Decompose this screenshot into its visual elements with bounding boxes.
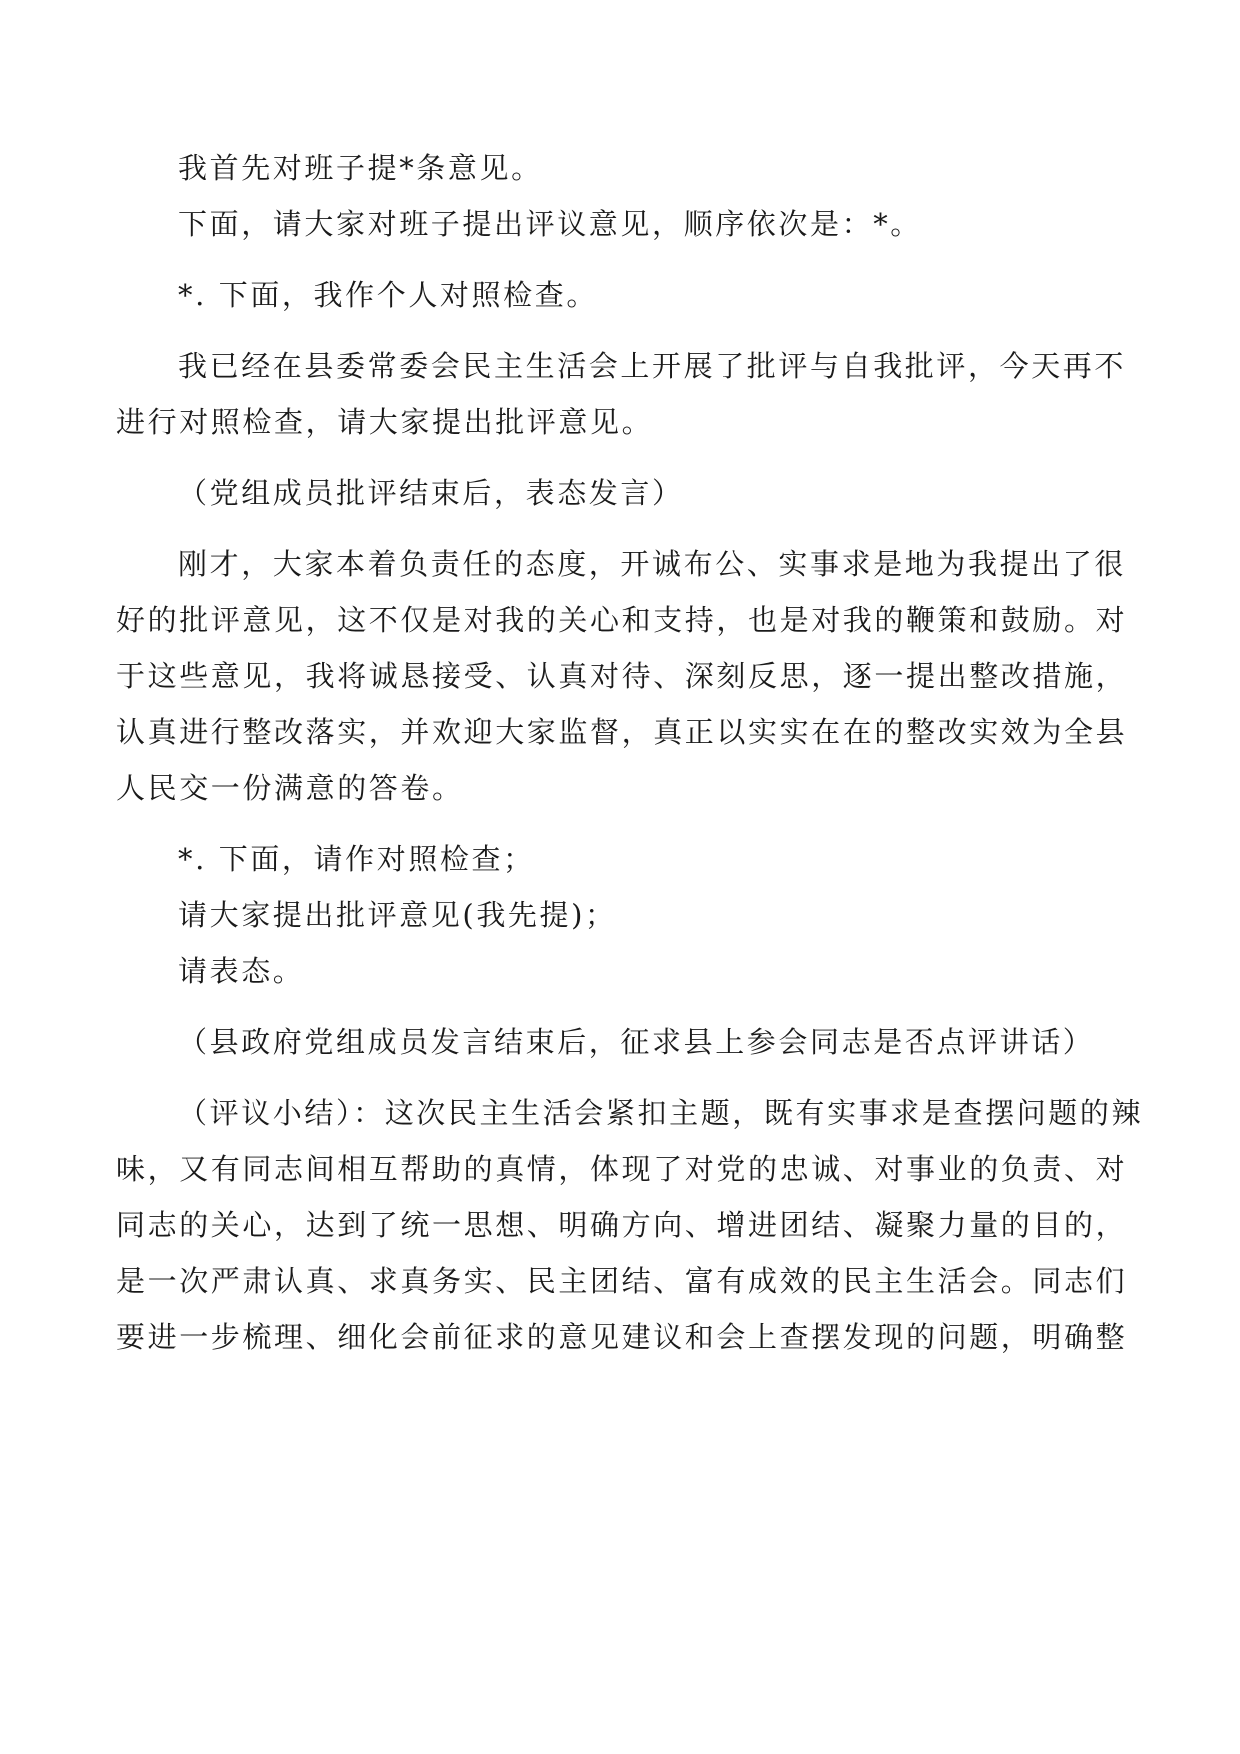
text-line-18: 同志的关心，达到了统一思想、明确方向、增进团结、凝聚力量的目的， (116, 1208, 1128, 1242)
text-line-16: （评议小结）：这次民主生活会紧扣主题，既有实事求是查摆问题的辣 (178, 1096, 1144, 1130)
text-line-13: 请大家提出批评意见(我先提)； (178, 898, 617, 932)
text-line-15: （县政府党组成员发言结束后，征求县上参会同志是否点评讲话） (178, 1025, 1095, 1059)
text-line-17: 味，又有同志间相互帮助的真情，体现了对党的忠诚、对事业的负责、对 (116, 1152, 1128, 1186)
text-line-4: 我已经在县委常委会民主生活会上开展了批评与自我批评，今天再不 (178, 349, 1127, 383)
text-line-12: *. 下面，请作对照检查； (178, 842, 535, 876)
text-line-3: *. 下面，我作个人对照检查。 (178, 278, 598, 312)
text-line-7: 刚才，大家本着负责任的态度，开诚布公、实事求是地为我提出了很 (178, 547, 1127, 581)
text-line-2: 下面，请大家对班子提出评议意见，顺序依次是：*。 (178, 207, 922, 241)
text-line-14: 请表态。 (178, 954, 305, 988)
text-line-8: 好的批评意见，这不仅是对我的关心和支持，也是对我的鞭策和鼓励。对 (116, 603, 1128, 637)
text-line-19: 是一次严肃认真、求真务实、民主团结、富有成效的民主生活会。同志们 (116, 1264, 1128, 1298)
text-line-9: 于这些意见，我将诚恳接受、认真对待、深刻反思，逐一提出整改措施， (116, 659, 1128, 693)
text-line-6: （党组成员批评结束后，表态发言） (178, 476, 684, 510)
text-line-5: 进行对照检查，请大家提出批评意见。 (116, 405, 654, 439)
text-line-10: 认真进行整改落实，并欢迎大家监督，真正以实实在在的整改实效为全县 (116, 715, 1128, 749)
text-line-1: 我首先对班子提*条意见。 (178, 151, 543, 185)
text-line-20: 要进一步梳理、细化会前征求的意见建议和会上查摆发现的问题，明确整 (116, 1320, 1128, 1354)
text-line-11: 人民交一份满意的答卷。 (116, 771, 464, 805)
